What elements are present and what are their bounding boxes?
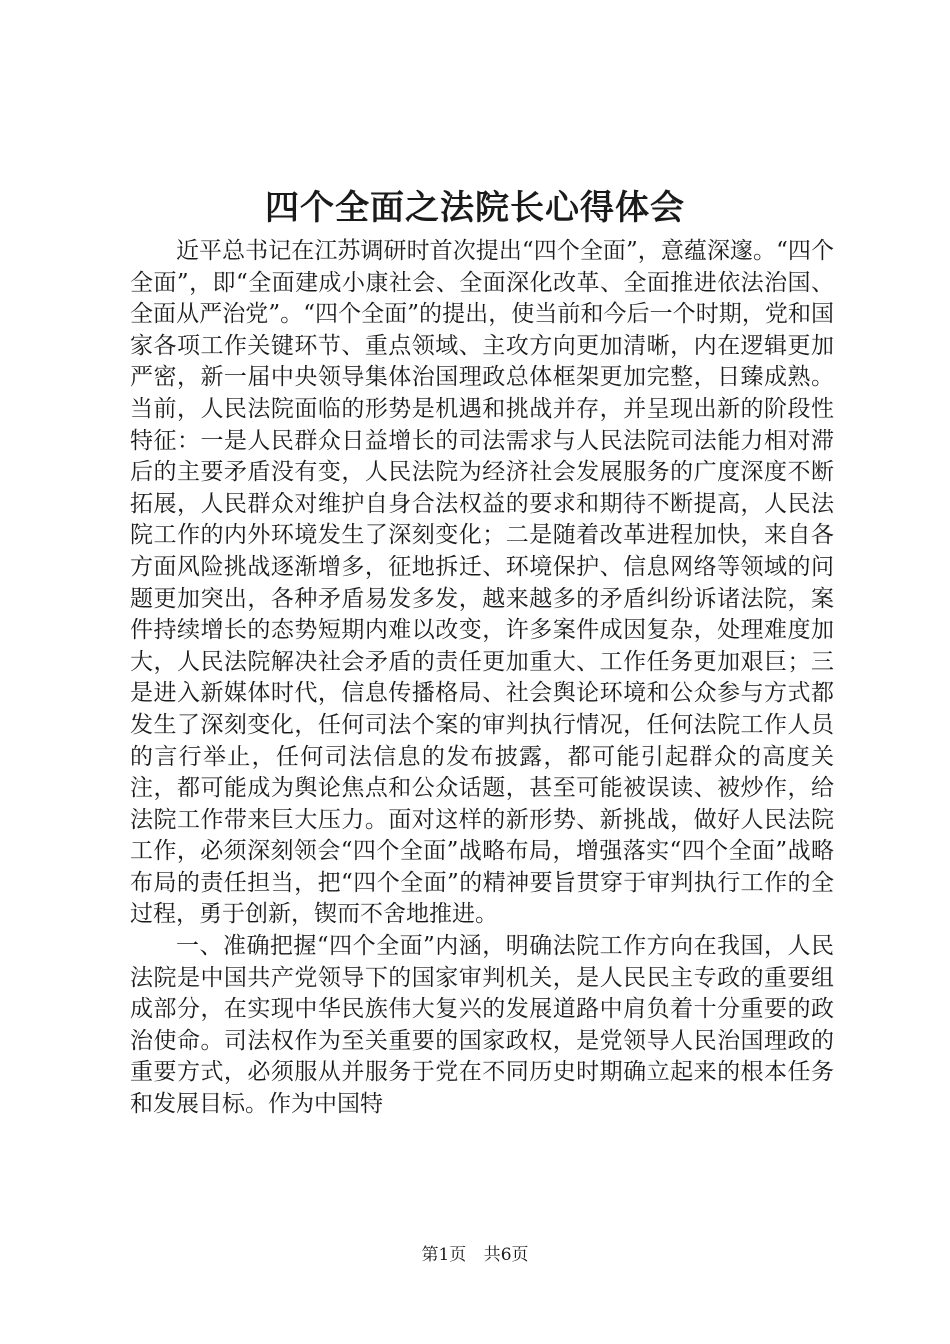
document-title: 四个全面之法院长心得体会 — [265, 188, 685, 228]
document-body — [130, 236, 834, 1121]
page-number-total: 共6页 — [483, 1245, 529, 1265]
paragraph-1: 近平总书记在江苏调研时首次提出“四个全面”，意蕴深邃。“四个全面”，即“全面建成小康社会、全面深化改革、全面推进依法治国、全面从严治党”。“四个全面”的提出，使当前和今后一个时期，党和国家各项工作关键环节、重点领域、主攻方向更加清晰，内在逻辑更加严密，新一届中央领导集体治国理政总体框架更加完整，日臻成熟。当前，人民法院面临的形势是机遇和挑战并存，并呈现出新的阶段性特征：一是人民群众日益增长的司法需求与人民法院司法能力相对滞后的主要矛盾没有变，人民法院为经济社会发展服务的广度深度不断拓展，人民群众对维护自身合法权益的要求和期待不断提高，人民法院工作的内外环境发生了深刻变化；二是随着改革进程加快，来自各方面风险挑战逐渐增多，征地拆迁、环境保护、信息网络等领域的问题更加突出，各种矛盾易发多发，越来越多的矛盾纠纷诉诸法院，案件持续增长的态势短期内难以改变，许多案件成因复杂，处理难度加大，人民法院解决社会矛盾的责任更加重大、工作任务更加艰巨；三是进入新媒体时代，信息传播格局、社会舆论环境和公众参与方式都发生了深刻变化，任何司法个案的审判执行情况，任何法院工作人员的言行举止，任何司法信息的发布披露，都可能引起群众的高度关注，都可能成为舆论焦点和公众话题，甚至可能被误读、被炒作，给法院工作带来巨大压力。面对这样的新形势、新挑战，做好人民法院工作，必须深刻领会“四个全面”战略布局，增强落实“四个全面”战略布局的责任担当，把“四个全面”的精神要旨贯穿于审判执行工作的全过程，勇于创新，锲而不舍地推进。 — [130, 238, 834, 928]
page-number-current: 第1页 — [421, 1245, 467, 1265]
paragraph-2: 一、准确把握“四个全面”内涵，明确法院工作方向在我国，人民法院是中国共产党领导下的国家审判机关，是人民民主专政的重要组成部分，在实现中华民族伟大复兴的发展道路中肩负着十分重要的政治使命。司法权作为至关重要的国家政权，是党领导人民治国理政的重要方式，必须服从并服务于党在不同历史时期确立起来的根本任务和发展目标。作为中国特 — [130, 933, 834, 1118]
page-footer — [0, 1244, 950, 1266]
